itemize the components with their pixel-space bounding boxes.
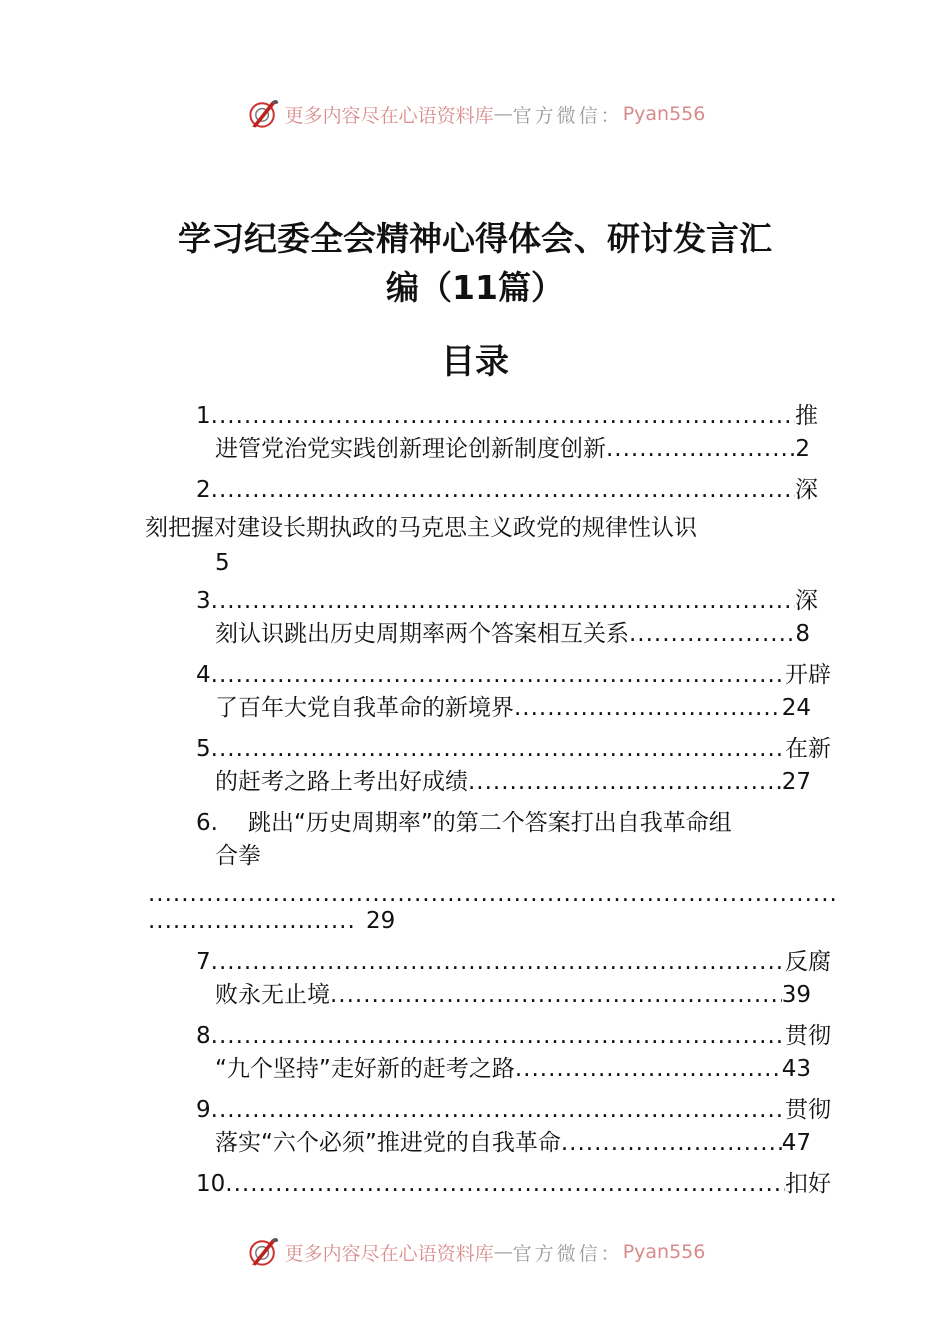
dot-leader: [211, 585, 795, 618]
toc-item-title-rest: 的赶考之路上考出好成绩: [215, 769, 468, 795]
toc-item-title-rest: 刻把握对建设长期执政的马克思主义政党的规律性认识: [145, 515, 697, 541]
toc-item-page: 47: [781, 1130, 811, 1156]
toc-item-10-line1[interactable]: [196, 1168, 831, 1201]
toc-item-title-rest: 刻认识跳出历史周期率两个答案相互关系: [215, 621, 629, 647]
toc-item-number: 7: [196, 949, 211, 975]
document-title-line2: 编（11篇）: [386, 268, 564, 307]
dot-leader: [211, 474, 795, 507]
toc-item-number: 8: [196, 1023, 211, 1049]
toc-item-page: 43: [781, 1056, 811, 1082]
toc-item-number: 5: [196, 736, 211, 762]
dot-leader: [211, 946, 785, 979]
dot-leader: [330, 979, 782, 1012]
header-banner: [0, 94, 950, 134]
toc-item-9-line2[interactable]: [215, 1127, 811, 1160]
toc-item-3-line1[interactable]: [196, 585, 818, 618]
toc-item-1-line2[interactable]: [215, 433, 810, 466]
toc-item-2-line3[interactable]: [215, 547, 315, 580]
toc-item-title-start: 开辟: [785, 662, 831, 688]
toc-item-page: 5: [215, 550, 230, 576]
toc-item-number: 6.: [196, 810, 218, 836]
banner-text: 更多内容尽在心语资料库: [284, 1242, 494, 1265]
banner-text: 更多内容尽在心语资料库: [284, 104, 494, 127]
toc-item-6-line2[interactable]: [215, 840, 415, 873]
toc-item-4-line1[interactable]: [196, 659, 831, 692]
toc-item-title-start: 扣好: [785, 1171, 831, 1197]
toc-item-page: 39: [781, 982, 811, 1008]
toc-item-8-line1[interactable]: [196, 1020, 831, 1053]
toc-item-number: 4: [196, 662, 211, 688]
toc-item-title-rest: 了百年大党自我革命的新境界: [215, 695, 514, 721]
toc-item-page: 27: [781, 769, 811, 795]
toc-item-2-line2[interactable]: [145, 512, 825, 545]
toc-item-title-start: 深: [795, 477, 818, 503]
dot-leader: [561, 1127, 782, 1160]
dot-leader: [211, 733, 785, 766]
toc-item-number: 9: [196, 1097, 211, 1123]
dot-leader: [211, 400, 795, 433]
banner-label: 官方微信：: [512, 1242, 623, 1265]
toc-item-number: 2: [196, 477, 211, 503]
toc-item-page: 8: [795, 621, 810, 647]
dot-leader: [225, 1168, 785, 1201]
toc-item-page: 2: [795, 436, 810, 462]
document-title-line1: 学习纪委全会精神心得体会、研讨发言汇: [178, 219, 772, 258]
dot-leader: [515, 1053, 782, 1086]
dot-leader: [606, 433, 795, 466]
quill-logo-icon: [245, 1234, 281, 1270]
dot-leader: [468, 766, 782, 799]
toc-item-title-start: 在新: [785, 736, 831, 762]
banner-account: Pyan556: [622, 1241, 706, 1263]
toc-heading: 目录: [441, 342, 509, 382]
toc-item-number: 3: [196, 588, 211, 614]
toc-item-title-start: 推: [795, 403, 818, 429]
dot-leader: [211, 659, 785, 692]
footer-banner: [0, 1232, 950, 1272]
toc-item-title-start: 反腐: [785, 949, 831, 975]
dot-leader: [514, 692, 782, 725]
dot-leader: [629, 618, 795, 651]
banner-separator: —: [493, 1241, 513, 1263]
toc-item-9-line1[interactable]: [196, 1094, 831, 1127]
toc-item-title-start: 贯彻: [785, 1023, 831, 1049]
dot-leader: [211, 1020, 785, 1053]
toc-item-5-line2[interactable]: [215, 766, 811, 799]
banner-account: Pyan556: [622, 103, 706, 125]
toc-item-number: 1: [196, 403, 211, 429]
toc-item-8-line2[interactable]: [215, 1053, 811, 1086]
toc-item-page: 29: [366, 908, 396, 934]
toc-item-number: 10: [196, 1171, 226, 1197]
dot-leader: [148, 905, 354, 938]
toc-item-7-line1[interactable]: [196, 946, 831, 979]
toc-item-2-line1[interactable]: [196, 474, 818, 507]
banner-label: 官方微信：: [512, 104, 623, 127]
dot-leader: [211, 1094, 785, 1127]
toc-item-title-rest: 进管党治党实践创新理论创新制度创新: [215, 436, 606, 462]
toc-item-7-line2[interactable]: [215, 979, 811, 1012]
toc-item-6-line1[interactable]: [196, 807, 836, 840]
banner-separator: —: [493, 103, 513, 125]
toc-item-4-line2[interactable]: [215, 692, 811, 725]
toc-item-title-rest: 合拳: [215, 843, 261, 869]
toc-item-title-start: 跳出“历史周期率”的第二个答案打出自我革命组: [247, 810, 732, 836]
toc-item-title-rest: 败永无止境: [215, 982, 330, 1008]
quill-logo-icon: [245, 96, 281, 132]
toc-item-page: 24: [781, 695, 811, 721]
toc-item-title-rest: 落实“六个必须”推进党的自我革命: [215, 1130, 561, 1156]
toc-item-title-start: 深: [795, 588, 818, 614]
toc-item-3-line2[interactable]: [215, 618, 810, 651]
toc-item-title-rest: “九个坚持”走好新的赶考之路: [215, 1056, 515, 1082]
toc-item-1-line1[interactable]: [196, 400, 818, 433]
toc-item-title-start: 贯彻: [785, 1097, 831, 1123]
toc-item-6-line4[interactable]: [148, 905, 408, 938]
toc-item-5-line1[interactable]: [196, 733, 831, 766]
